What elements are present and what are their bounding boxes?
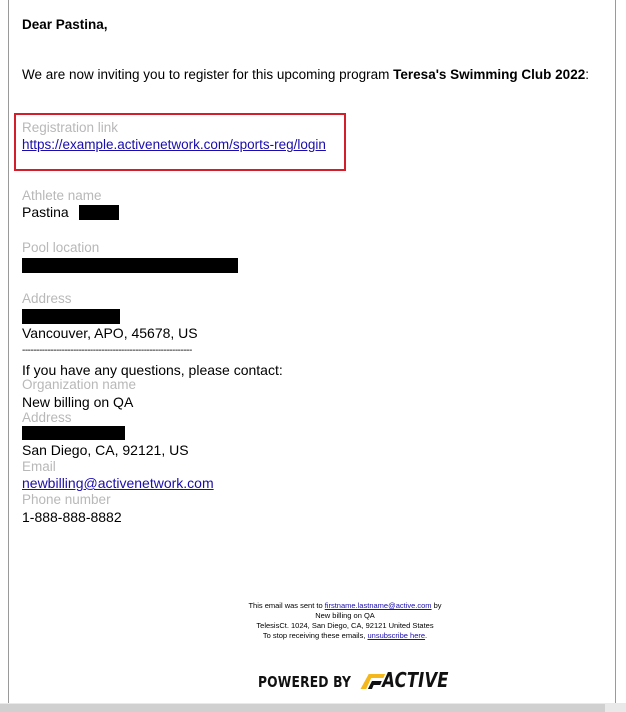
- unsubscribe-link[interactable]: unsubscribe here: [367, 631, 426, 640]
- pool-location-redaction: [22, 258, 238, 273]
- organization-name-label: Organization name: [22, 377, 137, 392]
- footer-sent-prefix: This email was sent to: [248, 601, 325, 610]
- divider-line: ------------------------------------------------------------: [22, 345, 192, 356]
- registration-link-label: Registration link: [22, 120, 119, 135]
- greeting: Dear Pastina,: [22, 17, 108, 32]
- phone-number: 1-888-888-8882: [22, 509, 122, 525]
- invitation-suffix: :: [585, 67, 589, 82]
- contact-email-link[interactable]: newbilling@activenetwork.com: [22, 475, 214, 491]
- powered-by-text: POWERED BY: [258, 673, 352, 691]
- contact-address-redaction: [22, 426, 125, 440]
- email-label: Email: [22, 459, 56, 474]
- footer-sent-line: [200, 601, 490, 611]
- pool-location-label: Pool location: [22, 240, 100, 255]
- program-name: Teresa's Swimming Club 2022: [393, 67, 586, 82]
- address-label: Address: [22, 291, 72, 306]
- organization-name: New billing on QA: [22, 394, 134, 410]
- footer-unsubscribe-line: [200, 631, 490, 641]
- registration-link[interactable]: https://example.activenetwork.com/sports-reg/login: [22, 137, 326, 152]
- active-brand-text: ACTIVE: [382, 668, 449, 692]
- invitation-text: [22, 67, 589, 82]
- athlete-first-name: Pastina: [22, 204, 69, 220]
- athlete-last-name-redaction: [79, 205, 119, 220]
- invitation-prefix: We are now inviting you to register for this upcoming program: [22, 67, 394, 82]
- contact-intro: If you have any questions, please contact:: [22, 362, 283, 378]
- address-city-line: Vancouver, APO, 45678, US: [22, 325, 198, 341]
- footer-recipient-email-link[interactable]: firstname.lastname@active.com: [324, 601, 432, 610]
- footer-address: TelesisCt. 1024, San Diego, CA, 92121 United States: [256, 621, 434, 630]
- powered-by-active-logo: [258, 668, 449, 692]
- active-logo-swoosh-icon: [360, 672, 385, 690]
- footer-org: New billing on QA: [315, 611, 375, 620]
- contact-address-city: San Diego, CA, 92121, US: [22, 442, 189, 458]
- horizontal-scrollbar-thumb[interactable]: [0, 704, 605, 712]
- footer-unsub-suffix: .: [425, 631, 428, 640]
- contact-address-label: Address: [22, 410, 72, 425]
- footer-unsub-prefix: To stop receiving these emails,: [262, 631, 368, 640]
- address-street-redaction: [22, 309, 120, 324]
- footer-notice: [200, 601, 490, 641]
- athlete-name-label: Athlete name: [22, 188, 102, 203]
- horizontal-scrollbar[interactable]: [0, 703, 626, 712]
- footer-sent-suffix: by: [431, 601, 442, 610]
- phone-number-label: Phone number: [22, 492, 111, 507]
